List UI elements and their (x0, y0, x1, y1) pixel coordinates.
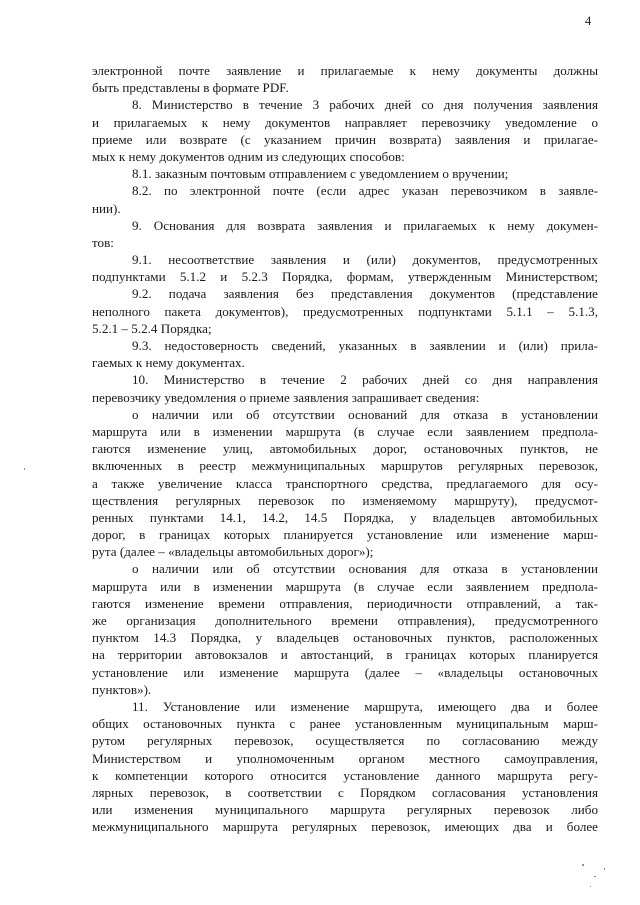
text-line: перевозчику уведомления о приеме заявления запрашивает сведения: (92, 389, 480, 405)
text-line: дорог, в границах которых планируется установление или изменение марш- (92, 527, 598, 543)
text-line: ренных пунктами 14.1, 14.2, 14.5 Порядка, у владельцев автомобильных (92, 509, 598, 525)
text-line: электронной почте заявление и прилагаемые к нему документы должны (92, 63, 598, 78)
text-line: тов: (92, 234, 114, 250)
text-line: маршрута или в изменении маршрута (в случае если заявлением предпола- (92, 578, 598, 594)
text-line: неполного пакета документов), предусмотренных подпунктами 5.1.1 – 5.1.3, (92, 303, 598, 319)
scan-speck (24, 468, 25, 470)
text-line: 8. Министерство в течение 3 рабочих дней со дня получения заявления (132, 97, 598, 113)
text-line: рута (далее – «владельцы автомобильных дорог»); (92, 544, 374, 560)
text-line: гаемых к нему документах. (92, 355, 245, 371)
text-line: общих остановочных пункта с ранее установленным муниципальным марш- (92, 716, 598, 732)
text-line: о наличии или об отсутствии основания для отказа в установлении (132, 561, 598, 577)
text-line: или изменения муниципального маршрута регулярных перевозок либо (92, 802, 598, 818)
text-line: гаются изменение времени отправления, периодичности отправлений, а так- (92, 595, 598, 611)
text-line: 11. Установление или изменение маршрута, имеющего два и более (132, 698, 598, 714)
text-line: 9. Основания для возврата заявления и прилагаемых к нему докумен- (132, 217, 598, 233)
text-line: 8.1. заказным почтовым отправлением с уведомлением о вручении; (132, 166, 509, 182)
text-line: рутом регулярных перевозок, осуществляется по согласованию между (92, 733, 598, 749)
text-line: включенных в реестр межмуниципальных маршрутов регулярных перевозок, (92, 458, 598, 474)
text-line: установление или изменение маршрута (далее – «владельцы остановочных (92, 664, 598, 680)
text-line: межмуниципального маршрута регулярных перевозок, имеющих два и более (92, 819, 598, 835)
text-line: нии). (92, 200, 121, 216)
scan-speck (604, 868, 605, 870)
text-line: к компетенции которого относится установление данного маршрута регу- (92, 767, 598, 783)
text-line: 9.3. недостоверность сведений, указанных в заявлении и (или) прила- (132, 338, 598, 353)
text-line: быть представлены в формате PDF. (92, 80, 289, 96)
scan-speck (582, 864, 584, 866)
text-line: 5.2.1 – 5.2.4 Порядка; (92, 320, 212, 336)
text-line: 8.2. по электронной почте (если адрес указан перевозчиком в заявле- (132, 183, 598, 199)
text-line: на территории автовокзалов и автостанций, в границах которых планируется (92, 647, 598, 663)
text-line: и прилагаемых к нему документов направляет перевозчику уведомление о (92, 114, 598, 130)
text-line: мых к нему документов одним из следующих способов: (92, 148, 405, 164)
text-line: маршрута или в изменении маршрута (в случае если заявлением предпола- (92, 423, 598, 439)
text-line: 10. Министерство в течение 2 рабочих дней со дня направления (132, 372, 598, 388)
text-line: 9.1. несоответствие заявления и (или) документов, предусмотренных (132, 252, 598, 268)
text-line: же организация дополнительного времени отправления), предусмотренного (92, 613, 598, 628)
text-line: а также увеличение класса транспортного средства, предлагаемого для осу- (92, 475, 598, 491)
text-line: приеме или возврате (с указанием причин возврата) заявления и прилагае- (92, 131, 598, 147)
text-line: подпунктами 5.1.2 и 5.2.3 Порядка, формам, утвержденным Министерством; (92, 269, 598, 285)
text-line: Министерством и уполномоченным органом местного самоуправления, (92, 750, 598, 766)
text-line: 9.2. подача заявления без представления документов (представление (132, 286, 598, 302)
text-line: пунктом 14.3 Порядка, у владельцев остановочных пунктов, расположенных (92, 630, 598, 646)
scan-speck (594, 876, 596, 877)
text-line: гаются изменение улиц, автомобильных дорог, остановочных пунктов, не (92, 441, 598, 457)
scan-speck (590, 886, 591, 887)
text-line: ществления регулярных перевозок по изменяемому маршруту), предусмот- (92, 492, 598, 508)
page-number: 4 (585, 14, 592, 28)
text-line: пунктов»). (92, 681, 152, 697)
text-line: лярных перевозок, в соответствии с Порядком согласования установления (92, 784, 598, 800)
text-line: о наличии или об отсутствии оснований для отказа в установлении (132, 406, 598, 422)
document-body (92, 62, 598, 835)
